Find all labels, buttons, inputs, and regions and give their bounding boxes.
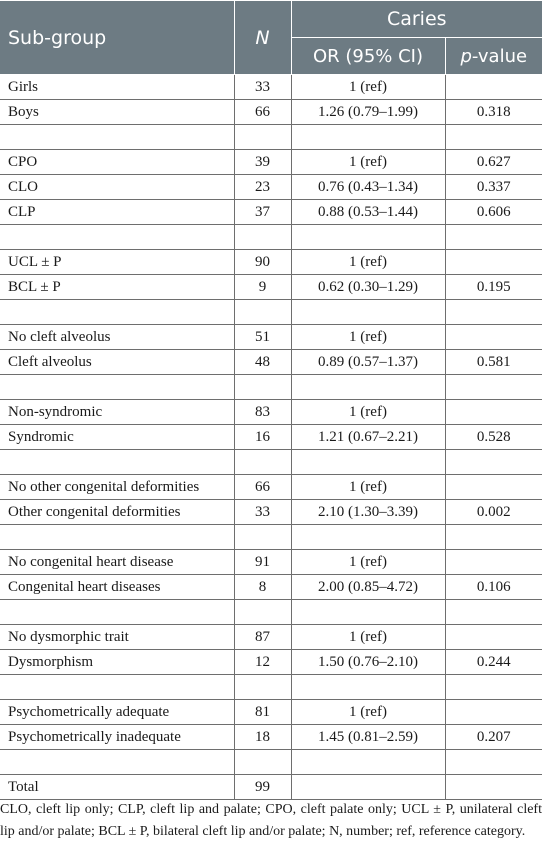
row-label-cell: Cleft alveolus xyxy=(0,350,234,375)
spacer-cell xyxy=(291,300,445,325)
spacer-cell xyxy=(234,450,291,475)
row-or-cell: 0.89 (0.57–1.37) xyxy=(291,350,445,375)
table-row xyxy=(0,350,542,375)
row-n-cell: 66 xyxy=(234,100,291,125)
table-footnote: CLO, cleft lip only; CLP, cleft lip and palate; CPO, cleft palate only; UCL ± P, unilateral cleft lip and/or palate; BCL ± P, bilateral cleft lip and/or palate; N, number; ref, reference category. xyxy=(0,802,542,839)
table-row xyxy=(0,550,542,575)
row-p-cell xyxy=(445,325,542,350)
spacer-cell xyxy=(291,675,445,700)
row-label-cell: No other congenital deformities xyxy=(0,475,234,500)
spacer-row xyxy=(0,525,542,550)
header-p-rest: -value xyxy=(471,45,528,67)
spacer-cell xyxy=(234,375,291,400)
row-or-cell: 0.62 (0.30–1.29) xyxy=(291,275,445,300)
row-or-cell: 1 (ref) xyxy=(291,75,445,100)
spacer-cell xyxy=(291,450,445,475)
row-label-cell: Psychometrically adequate xyxy=(0,700,234,725)
row-label-cell: Boys xyxy=(0,100,234,125)
row-p-cell: 0.606 xyxy=(445,200,542,225)
row-or-cell: 1 (ref) xyxy=(291,250,445,275)
row-label-cell: Congenital heart diseases xyxy=(0,575,234,600)
spacer-cell xyxy=(234,675,291,700)
spacer-row xyxy=(0,375,542,400)
row-p-cell: 0.002 xyxy=(445,500,542,525)
row-n-cell: 91 xyxy=(234,550,291,575)
row-n-cell: 8 xyxy=(234,575,291,600)
row-label-cell: No congenital heart disease xyxy=(0,550,234,575)
table-row xyxy=(0,250,542,275)
row-n-cell: 9 xyxy=(234,275,291,300)
header-n: N xyxy=(234,1,291,75)
spacer-cell xyxy=(445,125,542,150)
row-label-cell: Syndromic xyxy=(0,425,234,450)
spacer-cell xyxy=(445,525,542,550)
spacer-cell xyxy=(445,450,542,475)
table-row xyxy=(0,775,542,800)
header-p-italic: p xyxy=(460,45,472,67)
header-p-value xyxy=(445,38,542,75)
spacer-cell xyxy=(445,600,542,625)
spacer-cell xyxy=(234,750,291,775)
spacer-cell xyxy=(291,600,445,625)
header-or-ci: OR (95% CI) xyxy=(291,38,445,75)
row-p-cell xyxy=(445,75,542,100)
row-or-cell: 1 (ref) xyxy=(291,475,445,500)
row-or-cell: 0.88 (0.53–1.44) xyxy=(291,200,445,225)
row-p-cell: 0.244 xyxy=(445,650,542,675)
row-p-cell xyxy=(445,625,542,650)
table-row xyxy=(0,75,542,100)
spacer-cell xyxy=(0,525,234,550)
row-label-cell: Girls xyxy=(0,75,234,100)
row-or-cell: 1 (ref) xyxy=(291,700,445,725)
row-n-cell: 48 xyxy=(234,350,291,375)
table-row xyxy=(0,700,542,725)
row-p-cell: 0.528 xyxy=(445,425,542,450)
row-label-cell: No cleft alveolus xyxy=(0,325,234,350)
spacer-row xyxy=(0,225,542,250)
row-or-cell: 1 (ref) xyxy=(291,150,445,175)
table-row xyxy=(0,175,542,200)
row-or-cell: 0.76 (0.43–1.34) xyxy=(291,175,445,200)
row-or-cell: 1 (ref) xyxy=(291,400,445,425)
header-caries: Caries xyxy=(291,1,542,38)
spacer-cell xyxy=(291,375,445,400)
row-p-cell: 0.337 xyxy=(445,175,542,200)
row-or-cell: 1 (ref) xyxy=(291,550,445,575)
spacer-cell xyxy=(0,300,234,325)
spacer-cell xyxy=(291,225,445,250)
row-n-cell: 33 xyxy=(234,75,291,100)
row-label-cell: Non-syndromic xyxy=(0,400,234,425)
row-n-cell: 33 xyxy=(234,500,291,525)
row-or-cell: 1.21 (0.67–2.21) xyxy=(291,425,445,450)
row-p-cell: 0.627 xyxy=(445,150,542,175)
spacer-cell xyxy=(234,125,291,150)
table-row xyxy=(0,325,542,350)
table-row xyxy=(0,625,542,650)
row-p-cell: 0.106 xyxy=(445,575,542,600)
table-row xyxy=(0,200,542,225)
row-n-cell: 66 xyxy=(234,475,291,500)
row-label-cell: CLO xyxy=(0,175,234,200)
spacer-cell xyxy=(0,675,234,700)
spacer-cell xyxy=(445,750,542,775)
row-n-cell: 12 xyxy=(234,650,291,675)
spacer-row xyxy=(0,300,542,325)
spacer-cell xyxy=(445,375,542,400)
row-n-cell: 23 xyxy=(234,175,291,200)
row-p-cell xyxy=(445,475,542,500)
table-header xyxy=(0,1,542,75)
row-or-cell: 1.45 (0.81–2.59) xyxy=(291,725,445,750)
row-label-cell: CPO xyxy=(0,150,234,175)
row-p-cell xyxy=(445,250,542,275)
row-label-cell: Other congenital deformities xyxy=(0,500,234,525)
table-row xyxy=(0,100,542,125)
row-p-cell xyxy=(445,700,542,725)
table-row xyxy=(0,400,542,425)
table-row xyxy=(0,650,542,675)
row-n-cell: 39 xyxy=(234,150,291,175)
spacer-cell xyxy=(0,600,234,625)
spacer-cell xyxy=(0,750,234,775)
row-n-cell: 37 xyxy=(234,200,291,225)
header-subgroup: Sub-group xyxy=(0,1,234,75)
spacer-cell xyxy=(0,225,234,250)
row-p-cell xyxy=(445,550,542,575)
table-row xyxy=(0,475,542,500)
row-p-cell xyxy=(445,775,542,800)
row-p-cell: 0.581 xyxy=(445,350,542,375)
row-p-cell: 0.318 xyxy=(445,100,542,125)
row-or-cell: 1.50 (0.76–2.10) xyxy=(291,650,445,675)
row-label-cell: Dysmorphism xyxy=(0,650,234,675)
row-label-cell: BCL ± P xyxy=(0,275,234,300)
spacer-cell xyxy=(291,125,445,150)
spacer-cell xyxy=(445,225,542,250)
row-or-cell: 1 (ref) xyxy=(291,625,445,650)
table-row xyxy=(0,275,542,300)
spacer-cell xyxy=(291,750,445,775)
spacer-row xyxy=(0,450,542,475)
row-label-cell: Psychometrically inadequate xyxy=(0,725,234,750)
table-row xyxy=(0,500,542,525)
spacer-cell xyxy=(234,525,291,550)
row-n-cell: 16 xyxy=(234,425,291,450)
row-label-cell: No dysmorphic trait xyxy=(0,625,234,650)
spacer-cell xyxy=(291,525,445,550)
table-row xyxy=(0,725,542,750)
spacer-cell xyxy=(234,225,291,250)
spacer-cell xyxy=(234,300,291,325)
table-body xyxy=(0,75,542,800)
row-p-cell xyxy=(445,400,542,425)
row-p-cell: 0.207 xyxy=(445,725,542,750)
row-n-cell: 87 xyxy=(234,625,291,650)
row-n-cell: 81 xyxy=(234,700,291,725)
row-or-cell: 2.00 (0.85–4.72) xyxy=(291,575,445,600)
row-n-cell: 83 xyxy=(234,400,291,425)
row-label-cell: Total xyxy=(0,775,234,800)
spacer-row xyxy=(0,675,542,700)
spacer-cell xyxy=(0,375,234,400)
row-or-cell: 2.10 (1.30–3.39) xyxy=(291,500,445,525)
spacer-cell xyxy=(445,675,542,700)
row-or-cell xyxy=(291,775,445,800)
row-n-cell: 51 xyxy=(234,325,291,350)
row-p-cell: 0.195 xyxy=(445,275,542,300)
row-n-cell: 90 xyxy=(234,250,291,275)
row-label-cell: CLP xyxy=(0,200,234,225)
spacer-row xyxy=(0,750,542,775)
row-label-cell: UCL ± P xyxy=(0,250,234,275)
spacer-cell xyxy=(0,450,234,475)
spacer-row xyxy=(0,600,542,625)
row-n-cell: 18 xyxy=(234,725,291,750)
table-row xyxy=(0,150,542,175)
row-n-cell: 99 xyxy=(234,775,291,800)
spacer-cell xyxy=(445,300,542,325)
spacer-cell xyxy=(234,600,291,625)
row-or-cell: 1.26 (0.79–1.99) xyxy=(291,100,445,125)
table-row xyxy=(0,575,542,600)
spacer-row xyxy=(0,125,542,150)
table-row xyxy=(0,425,542,450)
spacer-cell xyxy=(0,125,234,150)
row-or-cell: 1 (ref) xyxy=(291,325,445,350)
